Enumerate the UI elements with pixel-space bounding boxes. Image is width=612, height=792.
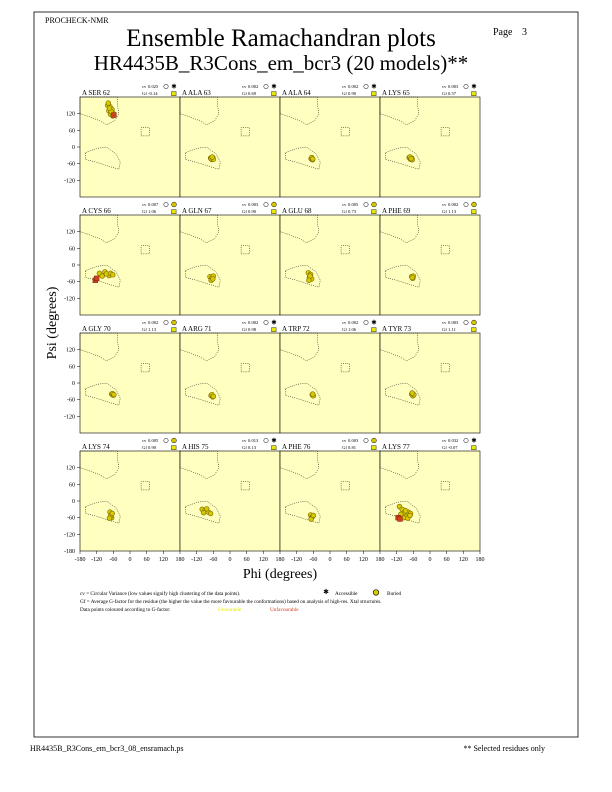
gf-value: 0.57 — [448, 91, 457, 96]
residue-label: A ALA 64 — [282, 89, 311, 97]
help-circle-icon — [364, 320, 368, 324]
buried-circle-icon — [172, 202, 177, 207]
cv-value: 0.003 — [448, 320, 459, 325]
gfactor-swatch — [272, 446, 277, 450]
gfactor-swatch — [372, 328, 377, 332]
gf-value: 1.06 — [348, 327, 357, 332]
cv-label: cv — [342, 438, 347, 443]
residue-label: A LYS 65 — [382, 89, 410, 97]
y-tick-label: 60 — [69, 246, 75, 253]
x-tick-label: 60 — [243, 557, 250, 563]
cv-label: cv — [342, 84, 347, 89]
gf-value: 0.73 — [348, 209, 357, 214]
data-point — [410, 275, 415, 280]
x-tick-label: 0 — [428, 557, 432, 563]
residue-label: A GLU 68 — [282, 207, 312, 215]
gf-label: Gf — [242, 327, 247, 332]
gf-value: 0.90 — [348, 91, 357, 96]
accessible-star-icon: ✱ — [271, 437, 277, 445]
buried-circle-icon — [172, 320, 177, 325]
gfactor-swatch — [472, 446, 477, 450]
help-circle-icon — [164, 202, 168, 206]
ramachandran-panel — [80, 333, 180, 433]
data-point — [403, 508, 408, 513]
data-point — [106, 101, 111, 106]
gf-label: Gf — [142, 91, 147, 96]
cv-value: 0.002 — [448, 202, 459, 207]
y-tick-label: 0 — [72, 145, 75, 151]
cv-value: 0.003 — [248, 202, 259, 207]
data-point — [107, 106, 112, 111]
accessible-star-icon: ✱ — [371, 319, 377, 327]
data-point — [107, 516, 112, 521]
y-tick-label: 120 — [66, 111, 75, 118]
program-name: PROCHECK-NMR — [45, 16, 109, 25]
gfactor-swatch — [272, 210, 277, 214]
x-tick-label: 120 — [258, 557, 268, 563]
gf-value: 1.13 — [448, 209, 457, 214]
unfavourable-data-point — [398, 517, 403, 522]
x-tick-label: 120 — [458, 557, 468, 563]
cv-label: cv — [442, 202, 447, 207]
ramachandran-panel — [280, 215, 380, 315]
x-tick-label: 180 — [375, 557, 385, 563]
cv-label: cv — [442, 320, 447, 325]
cv-label: cv — [342, 320, 347, 325]
footer-filename: HR4435B_R3Cons_em_bcr3_08_ensramach.ps — [30, 744, 184, 753]
data-point — [104, 271, 109, 276]
cv-value: 0.002 — [348, 84, 359, 89]
data-point — [311, 513, 316, 518]
ramachandran-panel — [280, 97, 380, 197]
accessible-star-icon: ✱ — [471, 437, 477, 445]
gf-label: Gf — [342, 445, 347, 450]
data-point — [111, 392, 116, 397]
y-tick-label: -120 — [64, 532, 75, 539]
x-tick-label: -60 — [409, 557, 418, 563]
accessible-star-icon: ✱ — [471, 83, 477, 91]
y-tick-label: -120 — [64, 296, 75, 303]
help-circle-icon — [164, 84, 168, 88]
cv-value: 0.002 — [348, 320, 359, 325]
gf-value: 0.81 — [348, 445, 357, 450]
ramachandran-panel-grid — [64, 83, 485, 563]
gf-label: Gf — [242, 91, 247, 96]
x-tick-label: -120 — [391, 557, 403, 563]
legend-accessible: Accessible — [335, 591, 358, 597]
help-circle-icon — [464, 320, 468, 324]
y-axis-label: Psi (degrees) — [45, 286, 60, 360]
gf-label: Gf — [242, 209, 247, 214]
gf-value: 0.90 — [248, 209, 257, 214]
cv-label: cv — [142, 202, 147, 207]
gf-label: Gf — [442, 327, 447, 332]
gf-label: Gf — [142, 445, 147, 450]
cv-value: 0.005 — [148, 438, 159, 443]
y-tick-label: -60 — [67, 161, 75, 168]
cv-label: cv — [242, 84, 247, 89]
y-tick-label: -60 — [67, 397, 75, 404]
ramachandran-panel — [180, 451, 280, 551]
accessible-star-icon: ✱ — [171, 83, 177, 91]
unfavourable-data-point — [111, 113, 116, 118]
gfactor-swatch — [172, 92, 177, 96]
help-circle-icon — [264, 84, 268, 88]
gf-value: 1.11 — [448, 327, 456, 332]
cv-value: 0.002 — [148, 320, 159, 325]
y-tick-label: -120 — [64, 414, 75, 421]
gf-label: Gf — [442, 91, 447, 96]
x-tick-label: -120 — [191, 557, 203, 563]
y-tick-label: -60 — [67, 279, 75, 286]
gf-value: 0.69 — [248, 91, 257, 96]
x-tick-label: -60 — [209, 557, 218, 563]
cv-label: cv — [442, 84, 447, 89]
cv-value: 0.013 — [248, 438, 259, 443]
x-tick-label: -120 — [91, 557, 103, 563]
x-tick-label: 120 — [358, 557, 368, 563]
help-circle-icon — [164, 438, 168, 442]
gfactor-swatch — [372, 210, 377, 214]
ramachandran-panel — [280, 451, 380, 551]
cv-label: cv — [342, 202, 347, 207]
help-circle-icon — [464, 438, 468, 442]
x-tick-label: 180 — [475, 557, 485, 563]
y-tick-label: 0 — [72, 381, 75, 387]
ramachandran-panel — [380, 333, 480, 433]
accessible-star-icon: ✱ — [271, 319, 277, 327]
accessible-star-icon: ✱ — [371, 83, 377, 91]
gf-value: -0.14 — [148, 91, 158, 96]
ramachandran-panel — [380, 215, 480, 315]
cv-label: cv — [142, 84, 147, 89]
y-tick-label: 120 — [66, 347, 75, 354]
ramachandran-panel — [80, 215, 180, 315]
residue-label: A GLN 67 — [182, 207, 212, 215]
x-tick-label: -120 — [291, 557, 303, 563]
gf-label: Gf — [242, 445, 247, 450]
x-axis-label: Phi (degrees) — [242, 567, 318, 582]
cv-value: 0.007 — [148, 202, 159, 207]
data-point — [201, 510, 206, 515]
gf-value: 0.90 — [148, 445, 157, 450]
buried-circle-icon — [372, 438, 377, 443]
accessible-star-icon: ✱ — [271, 83, 277, 91]
buried-circle-icon — [373, 590, 379, 596]
ramachandran-panel — [180, 333, 280, 433]
help-circle-icon — [264, 438, 268, 442]
legend-favourable: Favourable — [218, 607, 242, 613]
x-tick-label: 120 — [158, 557, 168, 563]
legend-colour-text: Data points coloured according to G-factor: — [80, 607, 171, 613]
legend-cv-text: cv = Circular Variance (low values signify high clustering of the data points). — [80, 591, 241, 597]
x-tick-label: 180 — [275, 557, 285, 563]
data-point — [306, 278, 311, 283]
cv-value: 0.002 — [248, 84, 259, 89]
cv-value: 0.003 — [348, 438, 359, 443]
data-point — [310, 157, 315, 162]
gfactor-swatch — [172, 210, 177, 214]
gf-value: 0.13 — [248, 445, 257, 450]
gfactor-swatch — [272, 328, 277, 332]
gf-label: Gf — [342, 91, 347, 96]
y-tick-label: 60 — [69, 364, 75, 371]
buried-circle-icon — [172, 438, 177, 443]
x-tick-label: 180 — [175, 557, 185, 563]
x-tick-label: -60 — [309, 557, 318, 563]
help-circle-icon — [164, 320, 168, 324]
x-tick-label: 0 — [328, 557, 332, 563]
page-subtitle: HR4435B_R3Cons_em_bcr3 (20 models)** — [93, 51, 469, 75]
ramachandran-panel — [380, 451, 480, 551]
x-tick-label: 0 — [228, 557, 232, 563]
residue-label: A TRP 72 — [282, 325, 310, 333]
y-tick-label: 120 — [66, 229, 75, 236]
gfactor-swatch — [472, 328, 477, 332]
gf-label: Gf — [442, 445, 447, 450]
x-tick-label: -60 — [109, 557, 118, 563]
gf-label: Gf — [142, 209, 147, 214]
gfactor-swatch — [472, 210, 477, 214]
cv-label: cv — [242, 320, 247, 325]
cv-label: cv — [442, 438, 447, 443]
unfavourable-data-point — [94, 276, 99, 281]
footer-note: ** Selected residues only — [463, 744, 545, 753]
legend — [80, 588, 402, 613]
gf-value: 1.13 — [148, 327, 157, 332]
x-tick-label: 60 — [143, 557, 150, 563]
cv-value: 0.032 — [448, 438, 459, 443]
residue-label: A TYR 73 — [382, 325, 412, 333]
residue-label: A SER 62 — [82, 89, 111, 97]
residue-label: A LYS 77 — [382, 443, 410, 451]
buried-circle-icon — [472, 202, 477, 207]
buried-circle-icon — [372, 202, 377, 207]
y-tick-label: 60 — [69, 128, 75, 135]
help-circle-icon — [464, 84, 468, 88]
cv-value: 0.003 — [448, 84, 459, 89]
residue-label: A ALA 63 — [182, 89, 211, 97]
buried-circle-icon — [272, 202, 277, 207]
residue-label: A GLY 70 — [82, 325, 111, 333]
accessible-star-icon: ✱ — [323, 588, 329, 596]
gf-value: 0.98 — [248, 327, 257, 332]
ramachandran-panel — [180, 215, 280, 315]
gf-label: Gf — [142, 327, 147, 332]
gfactor-swatch — [272, 92, 277, 96]
residue-label: A PHE 69 — [382, 207, 411, 215]
gfactor-swatch — [372, 92, 377, 96]
legend-unfavourable: Unfavourable — [270, 607, 299, 613]
gf-label: Gf — [342, 327, 347, 332]
data-point — [110, 272, 115, 277]
y-tick-label: -120 — [64, 178, 75, 185]
help-circle-icon — [464, 202, 468, 206]
gfactor-swatch — [172, 446, 177, 450]
gfactor-swatch — [372, 446, 377, 450]
y-tick-label: 60 — [69, 482, 75, 489]
residue-label: A LYS 74 — [82, 443, 110, 451]
residue-label: A ARG 71 — [182, 325, 212, 333]
legend-gf-text: Gf = Average G-factor for the residue (the higher the value the more favourable the conformations) based on analysis of high-res. Xtal structures. — [80, 599, 382, 605]
data-point — [210, 155, 215, 160]
ramachandran-panel — [180, 97, 280, 197]
cv-value: 0.002 — [248, 320, 259, 325]
ramachandran-panel — [280, 333, 380, 433]
x-tick-label: -180 — [74, 557, 86, 563]
help-circle-icon — [264, 202, 268, 206]
gfactor-swatch — [172, 328, 177, 332]
data-point — [211, 394, 216, 399]
cv-value: 0.005 — [348, 202, 359, 207]
cv-value: 0.025 — [148, 84, 159, 89]
ramachandran-panel — [380, 97, 480, 197]
gfactor-swatch — [472, 92, 477, 96]
legend-buried: Buried — [387, 591, 402, 597]
ramachandran-panel — [80, 97, 180, 197]
cv-label: cv — [142, 438, 147, 443]
cv-label: cv — [242, 438, 247, 443]
data-point — [408, 513, 413, 518]
cv-label: cv — [142, 320, 147, 325]
residue-label: A PHE 76 — [282, 443, 311, 451]
help-circle-icon — [364, 202, 368, 206]
data-point — [210, 276, 215, 281]
cv-label: cv — [242, 202, 247, 207]
y-tick-label: -180 — [64, 549, 75, 555]
buried-circle-icon — [472, 320, 477, 325]
gf-label: Gf — [442, 209, 447, 214]
residue-label: A HIS 75 — [182, 443, 209, 451]
gf-value: -0.07 — [448, 445, 458, 450]
data-point — [409, 156, 414, 161]
y-tick-label: 120 — [66, 465, 75, 472]
x-tick-label: 60 — [443, 557, 450, 563]
data-point — [410, 391, 415, 396]
data-point — [208, 511, 213, 516]
help-circle-icon — [264, 320, 268, 324]
y-tick-label: 0 — [72, 263, 75, 269]
x-tick-label: 60 — [343, 557, 350, 563]
ramachandran-panel — [80, 451, 180, 551]
x-tick-label: 0 — [128, 557, 132, 563]
residue-label: A CYS 66 — [82, 207, 111, 215]
y-tick-label: 0 — [72, 499, 75, 505]
page-number: 3 — [522, 27, 527, 38]
data-point — [110, 511, 115, 516]
help-circle-icon — [364, 438, 368, 442]
data-point — [310, 392, 315, 397]
help-circle-icon — [364, 84, 368, 88]
y-tick-label: -60 — [67, 515, 75, 522]
page-label: Page — [493, 27, 513, 38]
page-title: Ensemble Ramachandran plots — [126, 25, 436, 52]
gf-value: 1.06 — [148, 209, 157, 214]
gf-label: Gf — [342, 209, 347, 214]
